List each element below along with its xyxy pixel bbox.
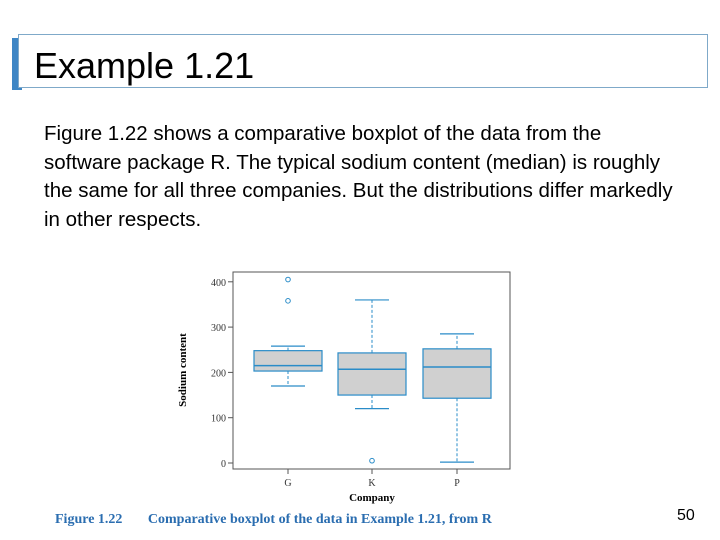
y-axis-label: Sodium content	[177, 333, 189, 407]
y-tick-label: 200	[211, 368, 226, 380]
x-tick-label: K	[368, 478, 376, 489]
x-tick-label: G	[284, 478, 292, 489]
x-axis-label: Company	[349, 492, 395, 504]
box	[338, 353, 406, 395]
box	[423, 349, 491, 398]
x-tick-label: P	[454, 478, 460, 489]
outlier-point	[286, 299, 291, 304]
y-tick-label: 100	[211, 413, 226, 425]
y-tick-label: 0	[221, 459, 226, 470]
caption-text: Comparative boxplot of the data in Example 1.21, from R	[147, 512, 492, 527]
page-number: 50	[677, 507, 695, 524]
outlier-point	[370, 458, 375, 463]
box	[254, 351, 322, 371]
y-tick-label: 400	[211, 277, 226, 289]
slide-body-text: Figure 1.22 shows a comparative boxplot of the data from the software package R. The typical sodium content (median) is roughly the same for all three companies. But the distributions differ markedly in other respects.	[44, 122, 673, 231]
outlier-point	[286, 277, 291, 282]
caption-number: Figure 1.22	[55, 512, 123, 527]
y-tick-label: 300	[211, 323, 226, 335]
figure-caption	[55, 512, 492, 528]
slide-title: Example 1.21	[34, 45, 255, 86]
